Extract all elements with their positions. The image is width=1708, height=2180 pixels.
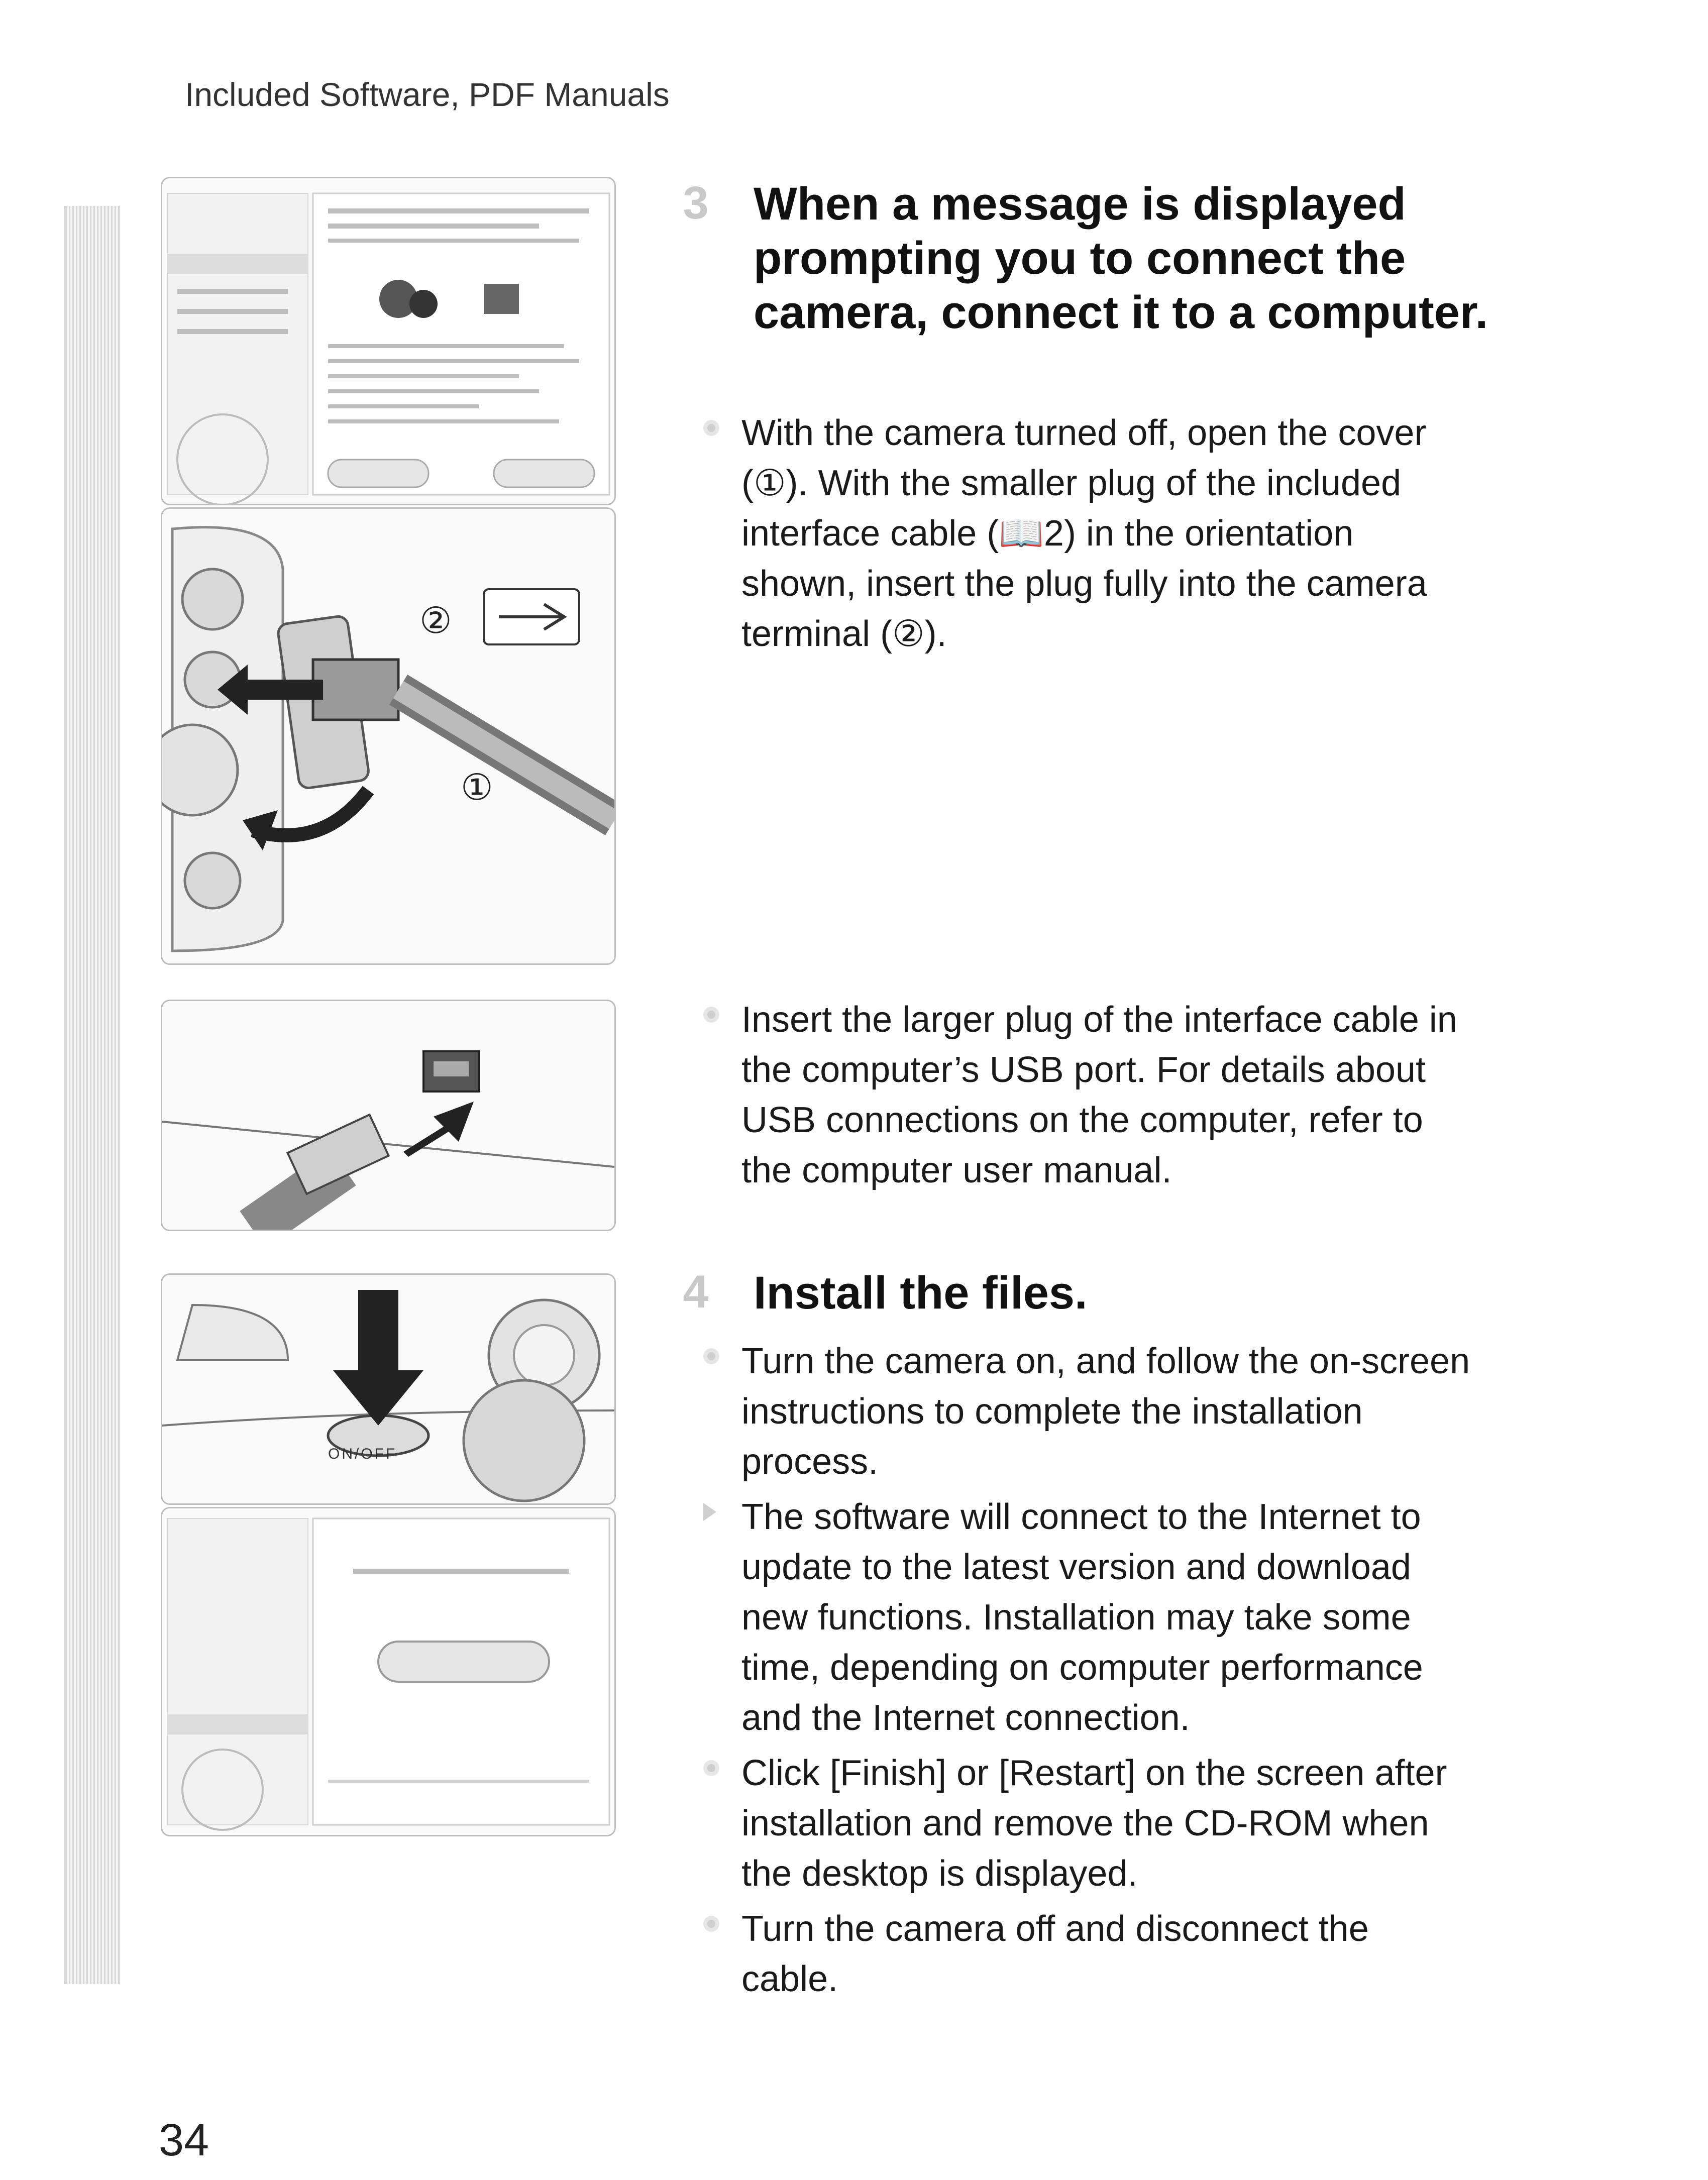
step-3-number: 3: [683, 177, 709, 229]
installer-finish-illustration: [162, 1508, 614, 1835]
step-4-bullet-2: [703, 1492, 1472, 1743]
power-button-illustration: [162, 1275, 614, 1503]
figure-camera-cable-insertion: [161, 507, 616, 965]
step-4-bullet-1: [703, 1336, 1472, 1487]
bullet-text: Turn the camera on, and follow the on-screen instructions to complete the installation process.: [741, 1341, 1470, 1482]
section-header: Included Software, PDF Manuals: [185, 76, 670, 113]
bullet-marker: [703, 1348, 719, 1364]
usb-port-illustration: [162, 1001, 614, 1230]
bullet-text: Insert the larger plug of the interface cable in the computer’s USB port. For details about USB connections on the computer, refer to the computer user manual.: [741, 1000, 1457, 1190]
bullet-marker: [703, 1760, 719, 1776]
bullet-marker: [703, 1007, 719, 1023]
bullet-marker: [703, 1916, 719, 1932]
bullet-text: The software will connect to the Internet to update to the latest version and download new functions. Installation may take some time, depending on computer performance and the Internet connection.: [741, 1497, 1423, 1738]
step-3-bullet-1: [703, 408, 1472, 659]
figure-usb-port: [161, 1000, 616, 1231]
camera-terminal-illustration: [162, 509, 614, 963]
figure-installer-finish-screen: [161, 1507, 616, 1836]
arrow-marker: [703, 1503, 716, 1521]
step-3-bullet-2: [703, 995, 1472, 1195]
step-4-bullet-4: [703, 1904, 1472, 2004]
bullet-text: Click [Finish] or [Restart] on the screen after installation and remove the CD-ROM when the desktop is displayed.: [741, 1753, 1447, 1894]
installer-window-illustration: [162, 178, 614, 504]
callout-cover: ①: [461, 768, 493, 808]
step-3-title: When a message is displayed prompting you to connect the camera, connect it to a computer.: [754, 178, 1488, 338]
bullet-marker: [703, 420, 719, 436]
section-side-tab: [64, 206, 120, 1984]
on-off-label: ON/OFF: [328, 1446, 397, 1462]
callout-terminal: ②: [419, 601, 452, 641]
figure-installer-connect-screen: [161, 177, 616, 505]
bullet-text: Turn the camera off and disconnect the cable.: [741, 1909, 1369, 1999]
figure-power-button: [161, 1273, 616, 1505]
step-4-number: 4: [683, 1266, 709, 1318]
page-number: 34: [159, 2115, 209, 2165]
step-4-title: Install the files.: [754, 1267, 1088, 1319]
step-4-bullet-3: [703, 1748, 1472, 1899]
bullet-text: With the camera turned off, open the cover (①). With the smaller plug of the included interface cable (📖2) in the orientation shown, insert the plug fully into the camera terminal (②).: [741, 413, 1427, 654]
